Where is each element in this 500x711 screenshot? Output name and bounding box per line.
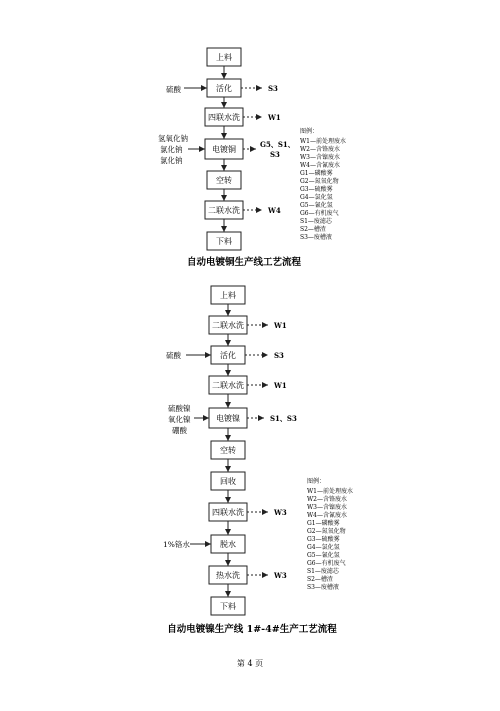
flow2-step-label: 二联水洗 — [212, 321, 244, 330]
flow1-title: 自动电镀铜生产线工艺流程 — [186, 257, 302, 268]
flow1-step-label: 活化 — [216, 84, 232, 93]
copper-plating-flowchart — [158, 48, 346, 268]
flow2-legend-item: S1—废滤芯 — [307, 568, 339, 575]
flow2-input-plating-3: 硼酸 — [172, 426, 187, 435]
flow1-legend-item: W1—前处理废水 — [300, 138, 346, 145]
flow1-legend-item: S1—废滤芯 — [300, 218, 332, 225]
flow1-legend-item: S3—废槽液 — [300, 234, 332, 241]
flow2-legend-title: 图例： — [307, 478, 326, 485]
flow2-legend-item: W2—含铬废水 — [307, 496, 347, 503]
flow1-output-wash4: W1 — [268, 113, 281, 122]
flow2-step-label: 空转 — [220, 446, 236, 455]
flow1-step-label: 下料 — [216, 237, 232, 246]
flow2-step-label: 电镀镍 — [216, 414, 240, 423]
flow1-output-plating-1: G5、S1、 — [260, 140, 295, 149]
flow1-legend-item: G1—磷酸雾 — [300, 170, 333, 177]
flow2-legend-item: G1—磷酸雾 — [307, 520, 340, 527]
flow2-legend-item: W4—含氰废水 — [307, 512, 347, 519]
flow2-input-plating-1: 硫酸镍 — [168, 404, 191, 413]
flow1-step-label: 上料 — [216, 53, 232, 62]
flow2-step-label: 脱水 — [220, 540, 236, 549]
flow1-step-label: 空转 — [216, 176, 232, 185]
flow1-legend-item: G3—硫酸雾 — [300, 186, 333, 193]
flow1-legend-title: 图例： — [300, 128, 319, 135]
flow2-output-wash2b: W1 — [274, 381, 287, 390]
flow1-step-label: 电镀铜 — [212, 145, 236, 154]
flow2-legend-item: G6—有机废气 — [307, 560, 346, 567]
flow2-step-label: 二联水洗 — [212, 381, 244, 390]
flow2-step-label: 四联水洗 — [212, 508, 244, 517]
flow2-step-label: 下料 — [220, 602, 236, 611]
flow2-legend-item: S3—废槽液 — [307, 584, 339, 591]
flow1-step-label: 二联水洗 — [208, 206, 240, 215]
flow1-legend — [300, 127, 346, 241]
flow1-legend-item: G5—氰化氢 — [300, 202, 333, 209]
flow2-step-label: 热水洗 — [216, 571, 240, 580]
flow1-output-wash2: W4 — [268, 206, 281, 215]
flow2-legend-item: G5—氰化氢 — [307, 552, 340, 559]
flow1-legend-item: W2—含铬废水 — [300, 146, 340, 153]
flow1-input-plating-1: 氢氧化钠 — [158, 134, 188, 143]
flow1-output-plating-2: S3 — [270, 150, 280, 159]
flow1-legend-item: S2—槽渣 — [300, 226, 326, 233]
flow2-legend-item: W1—前处理废水 — [307, 488, 353, 495]
flow2-output-plating: S1、S3 — [270, 414, 297, 423]
flow1-legend-item: G4—氯化氢 — [300, 194, 333, 201]
flow2-step-label: 回收 — [220, 477, 236, 486]
flow2-legend-item: G4—氯化氢 — [307, 544, 340, 551]
flow1-legend-item: W3—含镍废水 — [300, 154, 340, 161]
flow1-legend-item: G2—氮氧化物 — [300, 178, 339, 185]
flow2-output-wash4: W3 — [274, 508, 287, 517]
page-number: 第 4 页 — [236, 659, 264, 668]
flow2-output-wash2a: W1 — [274, 321, 287, 330]
flow1-step-label: 四联水洗 — [208, 113, 240, 122]
flow1-legend-item: W4—含氰废水 — [300, 162, 340, 169]
flow2-legend-item: G2—氮氧化物 — [307, 528, 346, 535]
flow2-legend-item: S2—槽渣 — [307, 576, 333, 583]
flow2-legend-item: W3—含镍废水 — [307, 504, 347, 511]
flow2-legend-item: G3—硫酸雾 — [307, 536, 340, 543]
flow1-input-plating-2: 氯化钠 — [160, 145, 183, 154]
flow2-step-label: 上料 — [220, 291, 236, 300]
flow2-step-label: 活化 — [220, 351, 236, 360]
flow1-input-plating-3: 氯化钠 — [160, 156, 183, 165]
flow2-input-activation: 硫酸 — [166, 351, 181, 360]
flow2-output-activation: S3 — [274, 351, 284, 360]
flow2-title: 自动电镀镍生产线 1#-4#生产工艺流程 — [167, 624, 337, 635]
flow2-legend — [307, 477, 353, 591]
flow2-output-hotwash: W3 — [274, 571, 287, 580]
flow1-output-activation: S3 — [268, 84, 278, 93]
flow2-input-dewater: 1%铬水 — [163, 540, 190, 549]
nickel-plating-flowchart — [163, 286, 353, 635]
flow1-input-activation: 硫酸 — [166, 85, 181, 94]
flow1-legend-item: G6—有机废气 — [300, 210, 339, 217]
flow2-input-plating-2: 氧化镍 — [168, 415, 191, 424]
